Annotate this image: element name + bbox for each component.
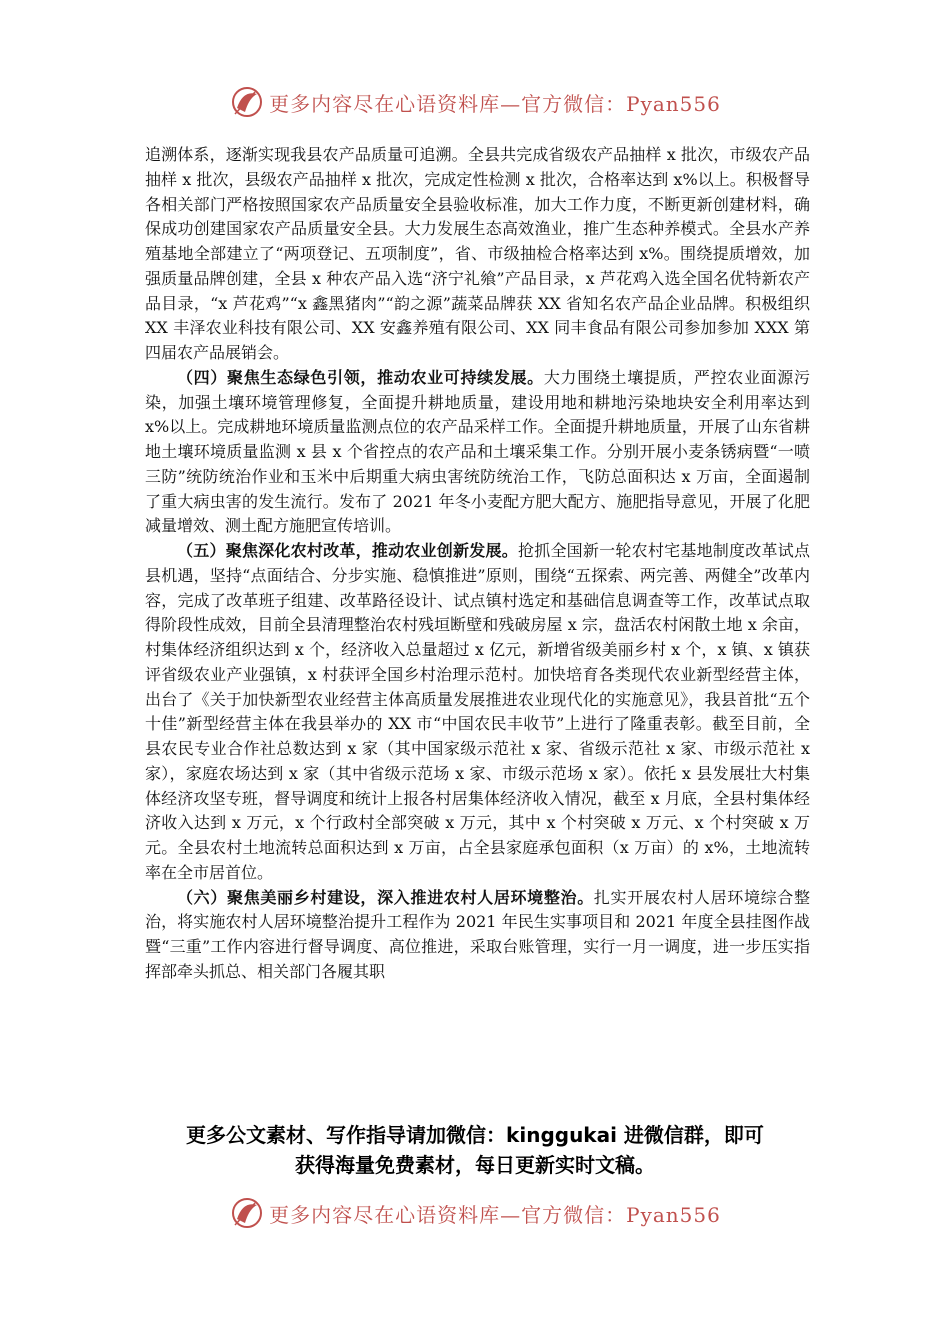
promo-notice (120, 1120, 830, 1180)
footer-banner-text: 更多内容尽在心语资料库—官方微信：Pyan556 (269, 1202, 721, 1227)
paragraph-text: 抢抓全国新一轮农村宅基地制度改革试点县机遇，坚持“点面结合、分步实施、稳慎推进”原则，围绕“五探索、两完善、两健全”改革内容，完成了改革班子组建、改革路径设计、试点镇村选定和基础信息调查等工作，改革试点取得阶段性成效，目前全县清理整治农村残垣断壁和残破房屋 x 宗，盘活农村闲散土地 x 余亩，村集体经济组织达到 x 个，经济收入总量超过 x 亿元，新增省级美丽乡村 x 个，x 镇、x 镇获评省级农业产业强镇，x 村获评全国乡村治理示范村。加快培育各类现代农业新型经营主体，出台了《关于加快新型农业经营主体高质量发展推进农业现代化的实施意见》，我县首批“五个十佳”新型经营主体在我县举办的 XX 市“中国农民丰收节”上进行了隆重表彰。截至目前，全县农民专业合作社总数达到 x 家（其中国家级示范社 x 家、省级示范社 x 家、市级示范社 x 家），家庭农场达到 x 家（其中省级示范场 x 家、市级示范场 x 家）。依托 x 县发展壮大村集体经济攻坚专班，督导调度和统计上报各村居集体经济收入情况，截至 x 月底，全县村集体经济收入达到 x 万元，x 个行政村全部突破 x 万元，其中 x 个村突破 x 万元、x 个村突破 x 万元。全县农村土地流转总面积达到 x 万亩，占全县家庭承包面积（x 万亩）的 x%，土地流转率在全市居首位。 (145, 541, 810, 882)
header-banner (0, 82, 950, 122)
brand-logo-icon (229, 1195, 265, 1231)
promo-line-2: 获得海量免费素材，每日更新实时文稿。 (295, 1153, 655, 1177)
section-heading: （四）聚焦生态绿色引领，推动农业可持续发展。 (177, 367, 544, 387)
document-body (145, 143, 810, 985)
paragraph-text: 追溯体系，逐渐实现我县农产品质量可追溯。全县共完成省级农产品抽样 x 批次，市级农产品抽样 x 批次，县级农产品抽样 x 批次，完成定性检测 x 批次，合格率达到 x%以上。积极督导各相关部门严格按照国家农产品质量安全县验收标准，加大工作力度，不断更新创建材料，确保成功创建国家农产品质量安全县。大力发展生态高效渔业，推广生态种养模式。全县水产养殖基地全部建立了“两项登记、五项制度”，省、市级抽检合格率达到 x%。围绕提质增效，加强质量品牌创建，全县 x 种农产品入选“济宁礼飨”产品目录，x 芦花鸡入选全国名优特新农产品目录，“x 芦花鸡”“x 鑫黑猪肉”“韵之源”蔬菜品牌获 XX 省知名农产品企业品牌。积极组织 XX 丰泽农业科技有限公司、XX 安鑫养殖有限公司、XX 同丰食品有限公司参加参加 XXX 第四届农产品展销会。 (145, 145, 810, 362)
paragraph-text: 大力围绕土壤提质，严控农业面源污染，加强土壤环境管理修复，全面提升耕地质量，建设用地和耕地污染地块安全利用率达到 x%以上。完成耕地环境质量监测点位的农产品采样工作。全面提升耕地质量，开展了山东省耕地土壤环境质量监测 x 县 x 个省控点的农产品和土壤采集工作。分别开展小麦条锈病暨“一喷三防”统防统治作业和玉米中后期重大病虫害统防统治工作，飞防总面积达 x 万亩，全面遏制了重大病虫害的发生流行。发布了 2021 年冬小麦配方肥大配方、施肥指导意见，开展了化肥减量增效、测土配方施肥宣传培训。 (145, 367, 810, 536)
section-heading: （六）聚焦美丽乡村建设，深入推进农村人居环境整治。 (177, 887, 594, 907)
footer-banner (0, 1193, 950, 1233)
paragraph-section-4 (145, 366, 810, 539)
section-heading: （五）聚焦深化农村改革，推动农业创新发展。 (177, 541, 518, 560)
paragraph-text: 扎实开展农村人居环境综合整治，将实施农村人居环境整治提升工程作为 2021 年民生实事项目和 2021 年度全县挂图作战暨“三重”工作内容进行督导调度、高位推进，采取台账管理，实行一月一调度，进一步压实指挥部牵头抓总、相关部门各履其职 (145, 887, 810, 981)
brand-logo-icon (229, 84, 265, 120)
paragraph-continuation (145, 143, 810, 366)
paragraph-section-5 (145, 539, 810, 886)
paragraph-section-6 (145, 886, 810, 985)
promo-line-1: 更多公文素材、写作指导请加微信：kinggukai 进微信群，即可 (186, 1123, 764, 1147)
header-banner-text: 更多内容尽在心语资料库—官方微信：Pyan556 (269, 91, 721, 116)
